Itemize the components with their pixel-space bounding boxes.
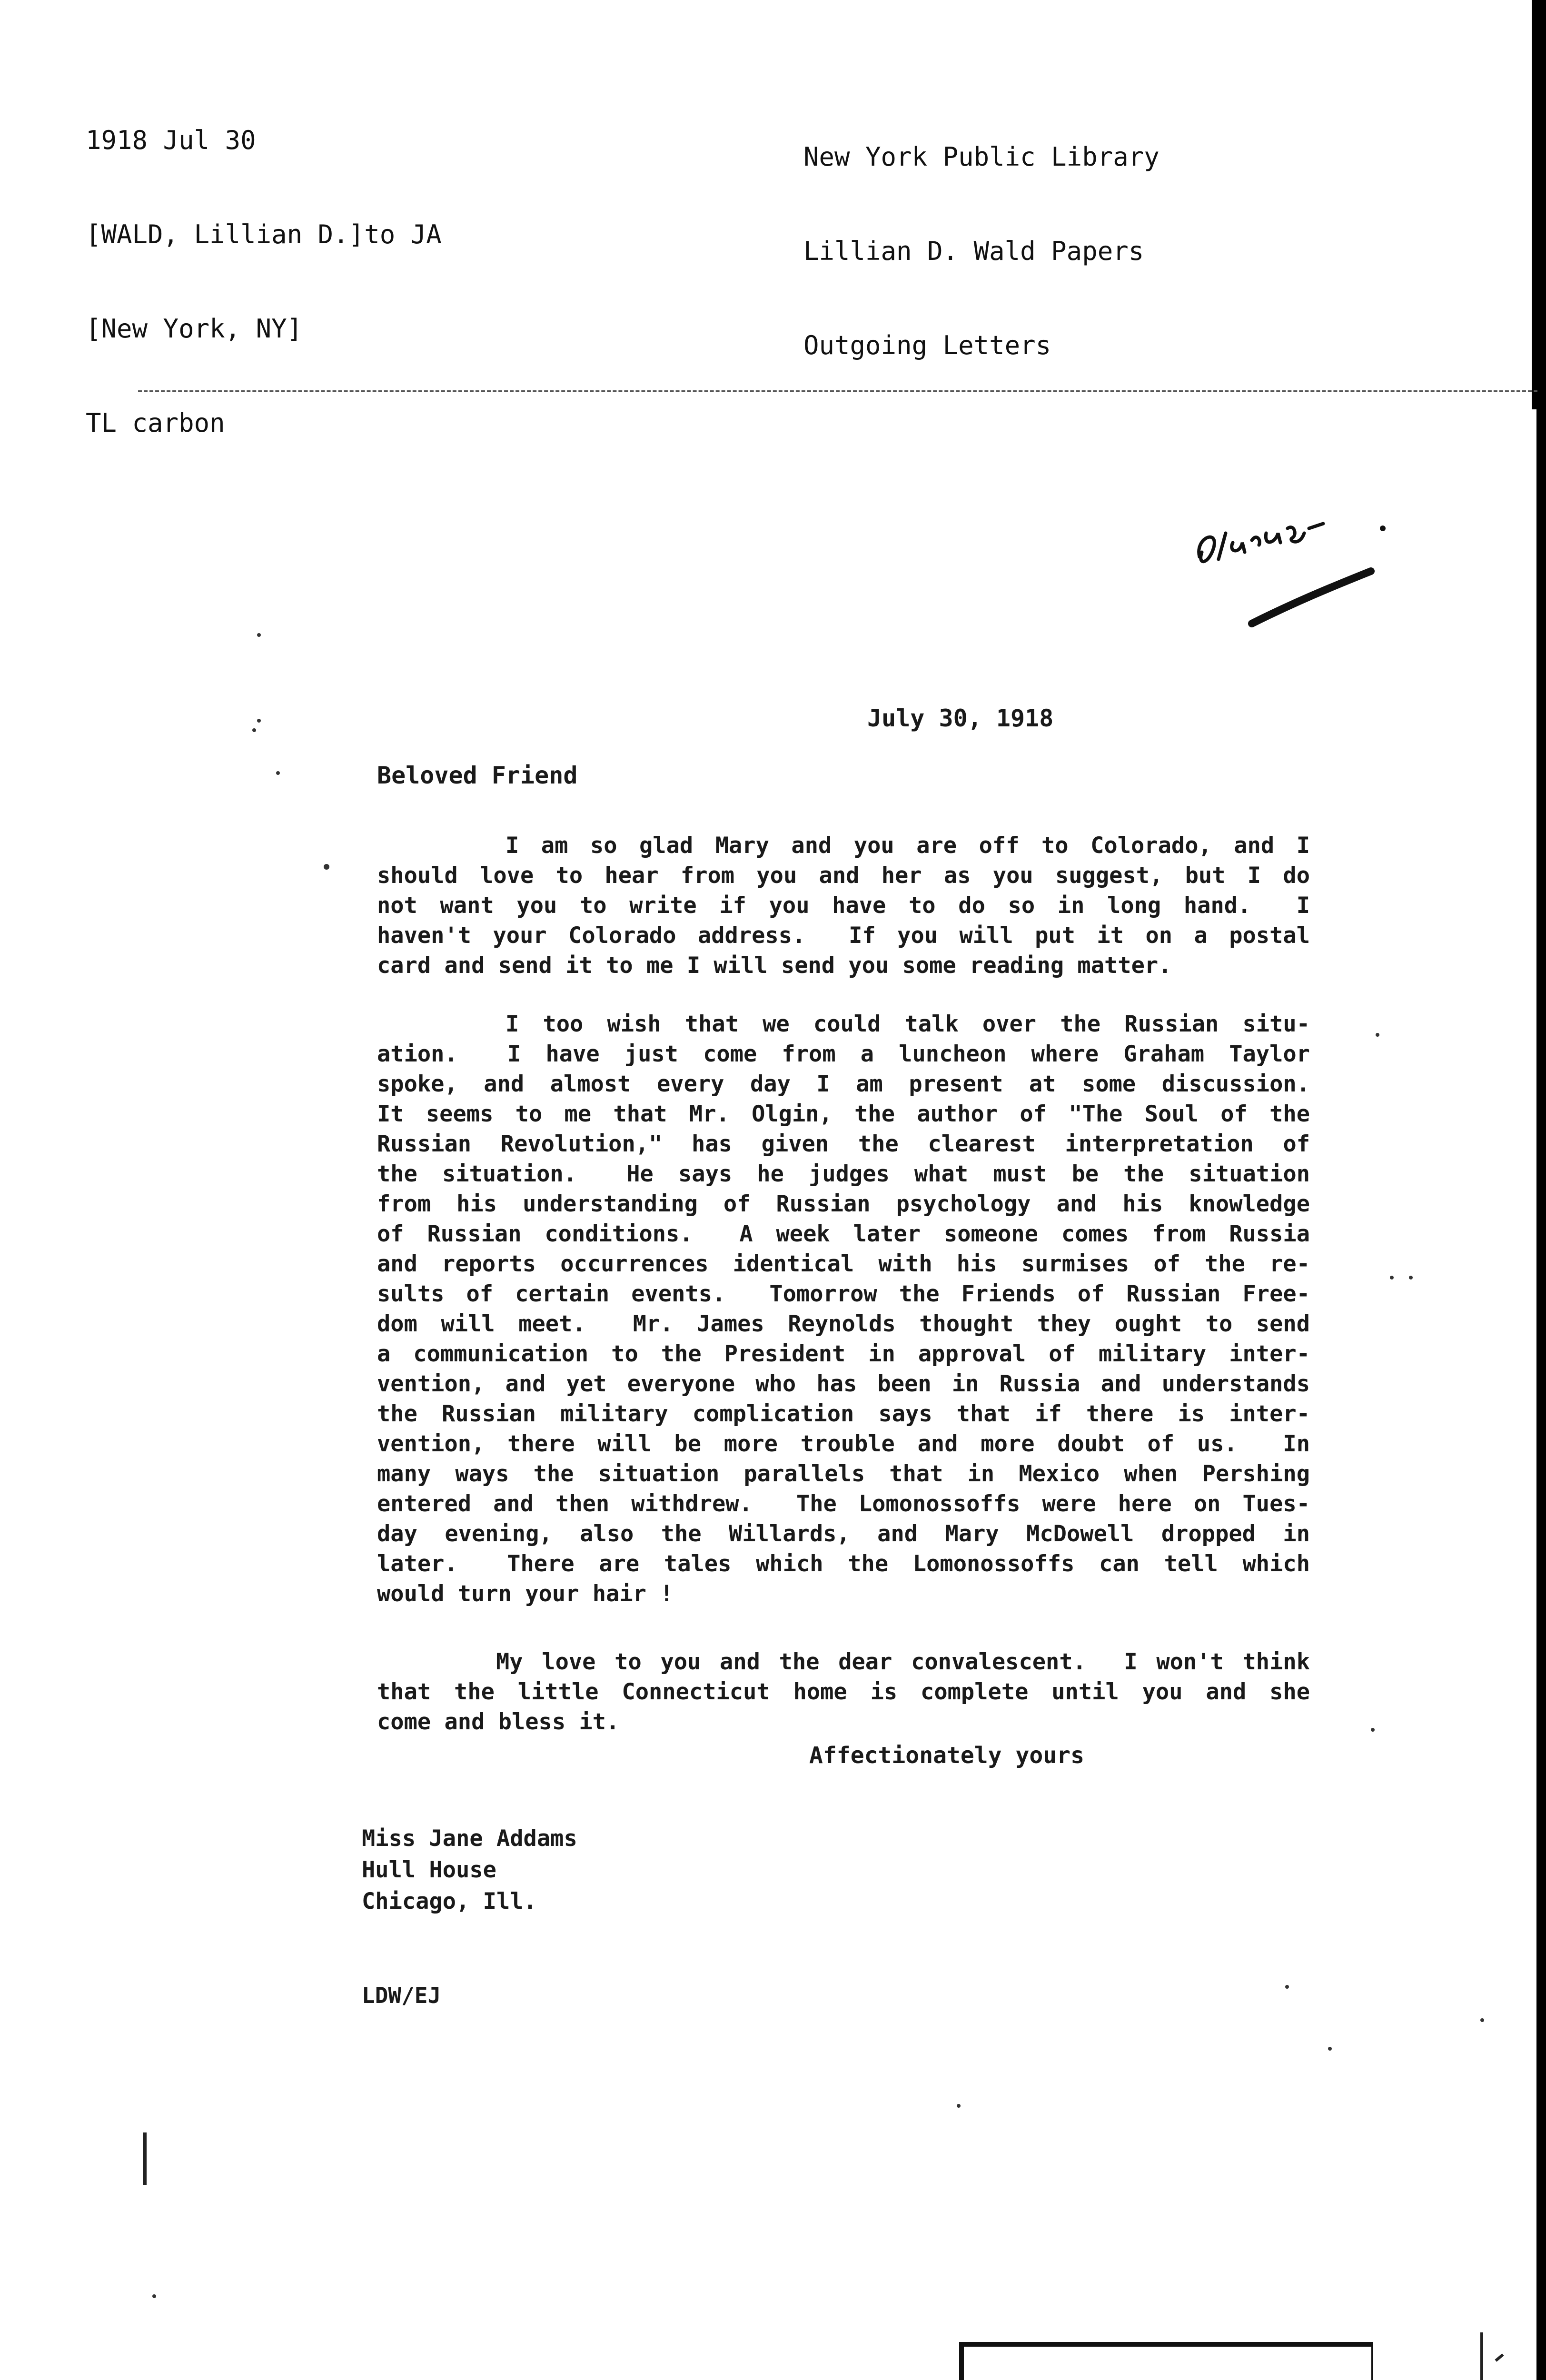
recipient-name: Miss Jane Addams <box>362 1825 577 1852</box>
text-line: Russian Revolution," has given the clearest interpretation of <box>377 1131 1310 1157</box>
letter-salutation: Beloved Friend <box>377 762 578 789</box>
paragraph-3 <box>377 1647 1310 1737</box>
text-line: spoke, and almost every day I am present at some discussion. <box>377 1071 1310 1097</box>
text-line: and reports occurrences identical with his surmises of the re- <box>377 1251 1310 1277</box>
text-line: day evening, also the Willards, and Mary McDowell dropped in <box>377 1521 1310 1547</box>
recipient-address <box>362 1823 577 1917</box>
recipient-city: Chicago, Ill. <box>362 1888 537 1914</box>
text-line: I am so glad Mary and you are off to Colorado, and I <box>505 833 1310 859</box>
text-line: from his understanding of Russian psychology and his knowledge <box>377 1191 1310 1217</box>
text-line: that the little Connecticut home is complete until you and she <box>377 1679 1310 1705</box>
text-line: of Russian conditions. A week later someone comes from Russia <box>377 1221 1310 1247</box>
citation-author: [WALD, Lillian D.]to JA <box>86 219 442 249</box>
letter-date: July 30, 1918 <box>867 704 1054 732</box>
letter-closing: Affectionately yours <box>809 1742 1084 1769</box>
citation-place: [New York, NY] <box>86 314 303 344</box>
recipient-org: Hull House <box>362 1857 496 1883</box>
text-line: ation. I have just come from a luncheon where Graham Taylor <box>377 1041 1310 1067</box>
text-line: It seems to me that Mr. Olgin, the author of "The Soul of the <box>377 1101 1310 1127</box>
text-line: sults of certain events. Tomorrow the Friends of Russian Free- <box>377 1281 1310 1307</box>
best-copy-stamp <box>959 2342 1373 2380</box>
text-line: dom will meet. Mr. James Reynolds thought they ought to send <box>377 1311 1310 1337</box>
text-line: I too wish that we could talk over the Russian situ- <box>505 1011 1310 1037</box>
text-line: should love to hear from you and her as you suggest, but I do <box>377 863 1310 889</box>
citation-date: 1918 Jul 30 <box>86 125 256 155</box>
text-line: entered and then withdrew. The Lomonossoffs were here on Tues- <box>377 1491 1310 1517</box>
text-line: the situation. He says he judges what must be the situation <box>377 1161 1310 1187</box>
text-line: a communication to the President in approval of military inter- <box>377 1341 1310 1367</box>
paragraph-2 <box>377 1009 1310 1609</box>
text-line: later. There are tales which the Lomonossoffs can tell which <box>377 1551 1310 1577</box>
archive-collection: Lillian D. Wald Papers <box>803 236 1144 266</box>
text-line: many ways the situation parallels that in Mexico when Pershing <box>377 1461 1310 1487</box>
archive-series: Outgoing Letters <box>803 330 1051 360</box>
archive-library: New York Public Library <box>803 142 1160 172</box>
margin-mark <box>1480 2332 1483 2380</box>
text-line: come and bless it. <box>377 1709 620 1735</box>
typist-initials: LDW/EJ <box>362 1983 441 2008</box>
text-line: vention, there will be more trouble and more doubt of us. In <box>377 1431 1310 1457</box>
text-line: not want you to write if you have to do so in long hand. I <box>377 892 1310 919</box>
text-line: My love to you and the dear convalescent. I won't think <box>496 1649 1310 1675</box>
text-line: would turn your hair ! <box>377 1581 674 1607</box>
text-line: the Russian military complication says that if there is inter- <box>377 1401 1310 1427</box>
text-line: card and send it to me I will send you some reading matter. <box>377 952 1172 979</box>
text-line: vention, and yet everyone who has been in Russia and understands <box>377 1371 1310 1397</box>
margin-mark <box>143 2132 147 2185</box>
text-line: haven't your Colorado address. If you will put it on a postal <box>377 922 1310 949</box>
paragraph-1 <box>377 831 1310 981</box>
citation-type: TL carbon <box>86 408 225 438</box>
